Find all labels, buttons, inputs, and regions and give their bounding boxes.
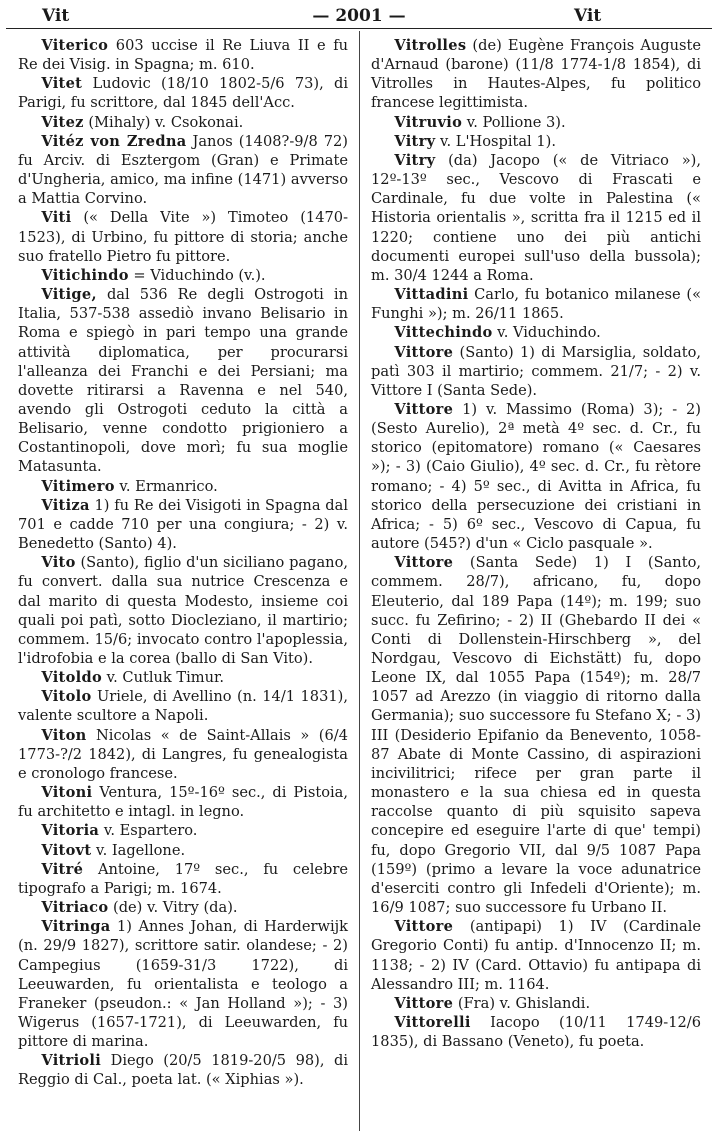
entry-text: 603 uccise il Re Liuva II e fu Re dei Visig. in Spagna; m. 610. bbox=[18, 37, 348, 74]
entry-headword: Vitige, bbox=[41, 286, 97, 304]
dictionary-entry bbox=[371, 151, 701, 285]
entry-text: (« Della Vite ») Timoteo (1470-1523), di Urbino, fu pittore di storia; anche suo fratello Pietro fu pittore. bbox=[18, 209, 348, 265]
entry-text: v. Iagellone. bbox=[91, 841, 186, 859]
column-separator bbox=[359, 31, 360, 1131]
entry-text: (Fra) v. Ghislandi. bbox=[453, 994, 591, 1012]
entry-text: (Santo), figlio d'un siciliano pagano, fu convert. dalla sua nutrice Crescenza e dal marito di questa Modesto, insieme coi quali poi patì, sotto Diocleziano, il martirio; commem. 15/6; invocato contro l'apoplessia, l'idrofobia e la corea (ballo di San Vito). bbox=[18, 554, 348, 667]
entry-text: (Mihaly) v. Csokonai. bbox=[83, 113, 244, 131]
dictionary-entry bbox=[371, 343, 701, 400]
dictionary-entry bbox=[18, 553, 348, 668]
dictionary-entry bbox=[371, 113, 701, 132]
entry-headword: Viton bbox=[41, 726, 87, 744]
dictionary-entry bbox=[371, 400, 701, 553]
entry-text: v. L'Hospital 1). bbox=[435, 132, 556, 150]
entry-text: 1) fu Re dei Visigoti in Spagna dal 701 e cadde 710 per una congiura; - 2) v. Benedetto (Santo) 4). bbox=[18, 496, 348, 553]
dictionary-entry bbox=[18, 783, 348, 821]
entry-headword: Vitry bbox=[394, 151, 436, 169]
dictionary-entry bbox=[18, 74, 348, 112]
dictionary-entry bbox=[18, 821, 348, 840]
header-rule bbox=[6, 28, 712, 29]
dictionary-entry bbox=[18, 917, 348, 1051]
entry-headword: Vitoni bbox=[41, 784, 93, 802]
entry-headword: Vittore bbox=[394, 918, 454, 936]
dictionary-entry bbox=[18, 266, 348, 285]
dictionary-entry bbox=[371, 285, 701, 323]
entry-text: v. Pollione 3). bbox=[462, 113, 566, 131]
right-column bbox=[371, 36, 701, 1051]
entry-text: Iacopo (10/11 1749-12/6 1835), di Bassano (Veneto), fu poeta. bbox=[371, 1013, 701, 1051]
entry-text: (da) Jacopo (« de Vitriaco »), 12º-13º sec., Vescovo di Frascati e Cardinale, fu due volte in Palestina (« Historia orientalis », scritta fra il 1215 ed il 1220; contiene uno dei più antichi documenti europei sull'uso della bussola); m. 30/4 1244 a Roma. bbox=[371, 151, 701, 284]
entry-text: Janos (1408?-9/8 72) fu Arciv. di Esztergom (Gran) e Primate d'Ungheria, amico, ma infine (1471) avverso a Mattia Corvino. bbox=[18, 132, 349, 208]
running-head-right: Vit bbox=[574, 6, 602, 26]
dictionary-entry bbox=[18, 687, 348, 725]
entry-headword: Vitry bbox=[394, 132, 436, 150]
entry-text: Ludovic (18/10 1802-5/6 73), di Parigi, fu scrittore, dal 1845 dell'Acc. bbox=[18, 75, 348, 112]
entry-text: dal 536 Re degli Ostrogoti in Italia, 537-538 assediò invano Belisario in Roma e spiegò in pari tempo una grande attività diplomatica, per procurarsi l'alleanza dei Franchi e dei Persiani; ma dovette ritirarsi a Ravenna e nel 540, avendo gli Ostrogoti ceduto la città a Belisario, venne condotto prigioniero a Costantinopoli, dove morì; fu sua moglie Matasunta. bbox=[18, 286, 348, 476]
entry-text: (Santa Sede) 1) I (Santo, commem. 28/7), africano, fu, dopo Eleuterio, dal 189 Papa (14º); m. 199; suo succ. fu Zefirino; - 2) II (Ghebardo II dei « Conti di Dollenstein-Hirschberg », del Nordgau, Vescovo di Eichstätt) fu, dopo Leone IX, dal 1055 Papa (154º); m. 28/7 1057 ad Arezzo (in viaggio di ritorno dalla Germania); suo successore fu Stefano X; - 3) III (Desiderio Epifanio da Benevento, 1058-87 Abate di Monte Cassino, di aspirazioni incivilitrici; rifece per gran parte il monastero e la sua chiesa ed in questa raccolse quanto di più squisito sapeva concepire ed eseguire l'arte di que' tempi) fu, dopo Gregorio VII, dal 9/5 1087 Papa (159º) (primo a levare la voce adunatrice d'eserciti contro gli Infedeli d'Oriente); m. 16/9 1087; suo successore fu Urbano II. bbox=[371, 554, 701, 917]
running-head-left: Vit bbox=[42, 6, 70, 26]
dictionary-entry bbox=[18, 668, 348, 687]
dictionary-entry bbox=[18, 841, 348, 860]
dictionary-entry bbox=[18, 726, 348, 783]
entry-headword: Vittore bbox=[394, 400, 454, 418]
dictionary-entry bbox=[18, 1051, 348, 1089]
entry-text: 1) v. Massimo (Roma) 3); - 2) (Sesto Aurelio), 2ª metà 4º sec. d. Cr., fu storico (epitomatore) romano (« Caesares »); - 3) (Caio Giulio), 4º sec. d. Cr., fu rètore romano; - 4) 5º sec., di Avitta in Africa, fu storico della persecuzione dei cristiani in Africa; - 5) 6º sec., Vescovo di Capua, fu autore (545?) d'un « Ciclo pasquale ». bbox=[371, 400, 701, 553]
entry-headword: Vitoria bbox=[41, 822, 100, 840]
entry-headword: Vittore bbox=[394, 994, 454, 1012]
entry-text: Antoine, 17º sec., fu celebre tipografo a Parigi; m. 1674. bbox=[18, 860, 348, 897]
entry-text: Uriele, di Avellino (n. 14/1 1831), valente scultore a Napoli. bbox=[18, 688, 348, 725]
entry-headword: Vitet bbox=[41, 75, 83, 93]
page-number: — 2001 — bbox=[312, 6, 406, 26]
left-column bbox=[18, 36, 348, 1090]
dictionary-entry bbox=[371, 917, 701, 994]
entry-text: Ventura, 15º-16º sec., di Pistoia, fu architetto e intagl. in legno. bbox=[18, 784, 348, 821]
dictionary-entry bbox=[371, 553, 701, 917]
dictionary-entry bbox=[371, 323, 701, 342]
dictionary-entry bbox=[18, 36, 348, 74]
entry-headword: Vitimero bbox=[41, 477, 115, 495]
entry-text: (Santo) 1) di Marsiglia, soldato, patì 303 il martirio; commem. 21/7; - 2) v. Vittore I (Santa Sede). bbox=[371, 343, 701, 399]
dictionary-entry bbox=[18, 132, 348, 209]
entry-headword: Vitruvio bbox=[394, 113, 463, 131]
entry-headword: Vitringa bbox=[41, 918, 111, 936]
entry-headword: Vitoldo bbox=[41, 669, 102, 687]
dictionary-entry bbox=[371, 36, 701, 113]
entry-text: Carlo, fu botanico milanese (« Funghi »); m. 26/11 1865. bbox=[371, 286, 701, 323]
dictionary-entry bbox=[371, 132, 701, 151]
entry-headword: Vitovt bbox=[41, 841, 92, 859]
dictionary-entry bbox=[18, 496, 348, 553]
entry-text: v. Espartero. bbox=[99, 822, 198, 840]
dictionary-entry bbox=[18, 208, 348, 265]
dictionary-entry bbox=[18, 898, 348, 917]
entry-text: v. Viduchindo. bbox=[492, 324, 601, 342]
entry-headword: Vitichindo bbox=[41, 266, 129, 284]
entry-headword: Vitrolles bbox=[394, 37, 467, 54]
entry-headword: Vitéz von Zredna bbox=[41, 132, 187, 150]
entry-text: 1) Annes Johan, di Harderwijk (n. 29/9 1827), scrittore satir. olandese; - 2) Campegius (1659-31/3 1722), di Leeuwarden, fu orientalista e teologo a Franeker (pseudon.: « Jan Holland »); - 3) Wigerus (1657-1721), di Leeuwarden, fu pittore di marina. bbox=[18, 918, 348, 1051]
dictionary-entry bbox=[371, 994, 701, 1013]
dictionary-entry bbox=[18, 860, 348, 898]
entry-text: (antipapi) 1) IV (Cardinale Gregorio Conti) fu antip. d'Innocenzo II; m. 1138; - 2) IV (Card. Ottavio) fu antipapa di Alessandro III; m. 1164. bbox=[371, 918, 701, 993]
entry-headword: Viti bbox=[41, 209, 72, 227]
entry-text: (de) v. Vitry (da). bbox=[108, 899, 238, 917]
entry-headword: Vito bbox=[41, 554, 76, 572]
dictionary-entry bbox=[18, 113, 348, 132]
entry-text: Diego (20/5 1819-20/5 98), di Reggio di Cal., poeta lat. (« Xiphias »). bbox=[18, 1052, 348, 1089]
entry-headword: Vitrioli bbox=[41, 1052, 102, 1070]
entry-headword: Vitiza bbox=[41, 496, 90, 514]
entry-headword: Vitez bbox=[41, 113, 84, 131]
entry-text: v. Cutluk Timur. bbox=[101, 669, 225, 687]
entry-headword: Vitriaco bbox=[41, 899, 109, 917]
entry-text: Nicolas « de Saint-Allais » (6/4 1773-?/2 1842), di Langres, fu genealogista e cronologo francese. bbox=[18, 726, 348, 782]
entry-headword: Vittore bbox=[394, 343, 454, 361]
dictionary-entry bbox=[18, 285, 348, 477]
page-header bbox=[0, 0, 718, 30]
entry-headword: Vitré bbox=[41, 860, 84, 878]
entry-headword: Vitolo bbox=[41, 688, 92, 706]
entry-headword: Vittore bbox=[394, 554, 454, 572]
entry-headword: Viterico bbox=[41, 37, 109, 54]
entry-headword: Vittechindo bbox=[394, 324, 493, 342]
dictionary-entry bbox=[18, 477, 348, 496]
entry-headword: Vittadini bbox=[394, 286, 469, 304]
dictionary-entry bbox=[371, 1013, 701, 1051]
entry-text: (de) Eugène François Auguste d'Arnaud (barone) (11/8 1774-1/8 1854), di Vitrolles in Hautes-Alpes, fu politico francese legittimista. bbox=[371, 37, 701, 112]
entry-headword: Vittorelli bbox=[394, 1013, 471, 1031]
entry-text: = Viduchindo (v.). bbox=[128, 266, 266, 284]
entry-text: v. Ermanrico. bbox=[114, 477, 218, 495]
